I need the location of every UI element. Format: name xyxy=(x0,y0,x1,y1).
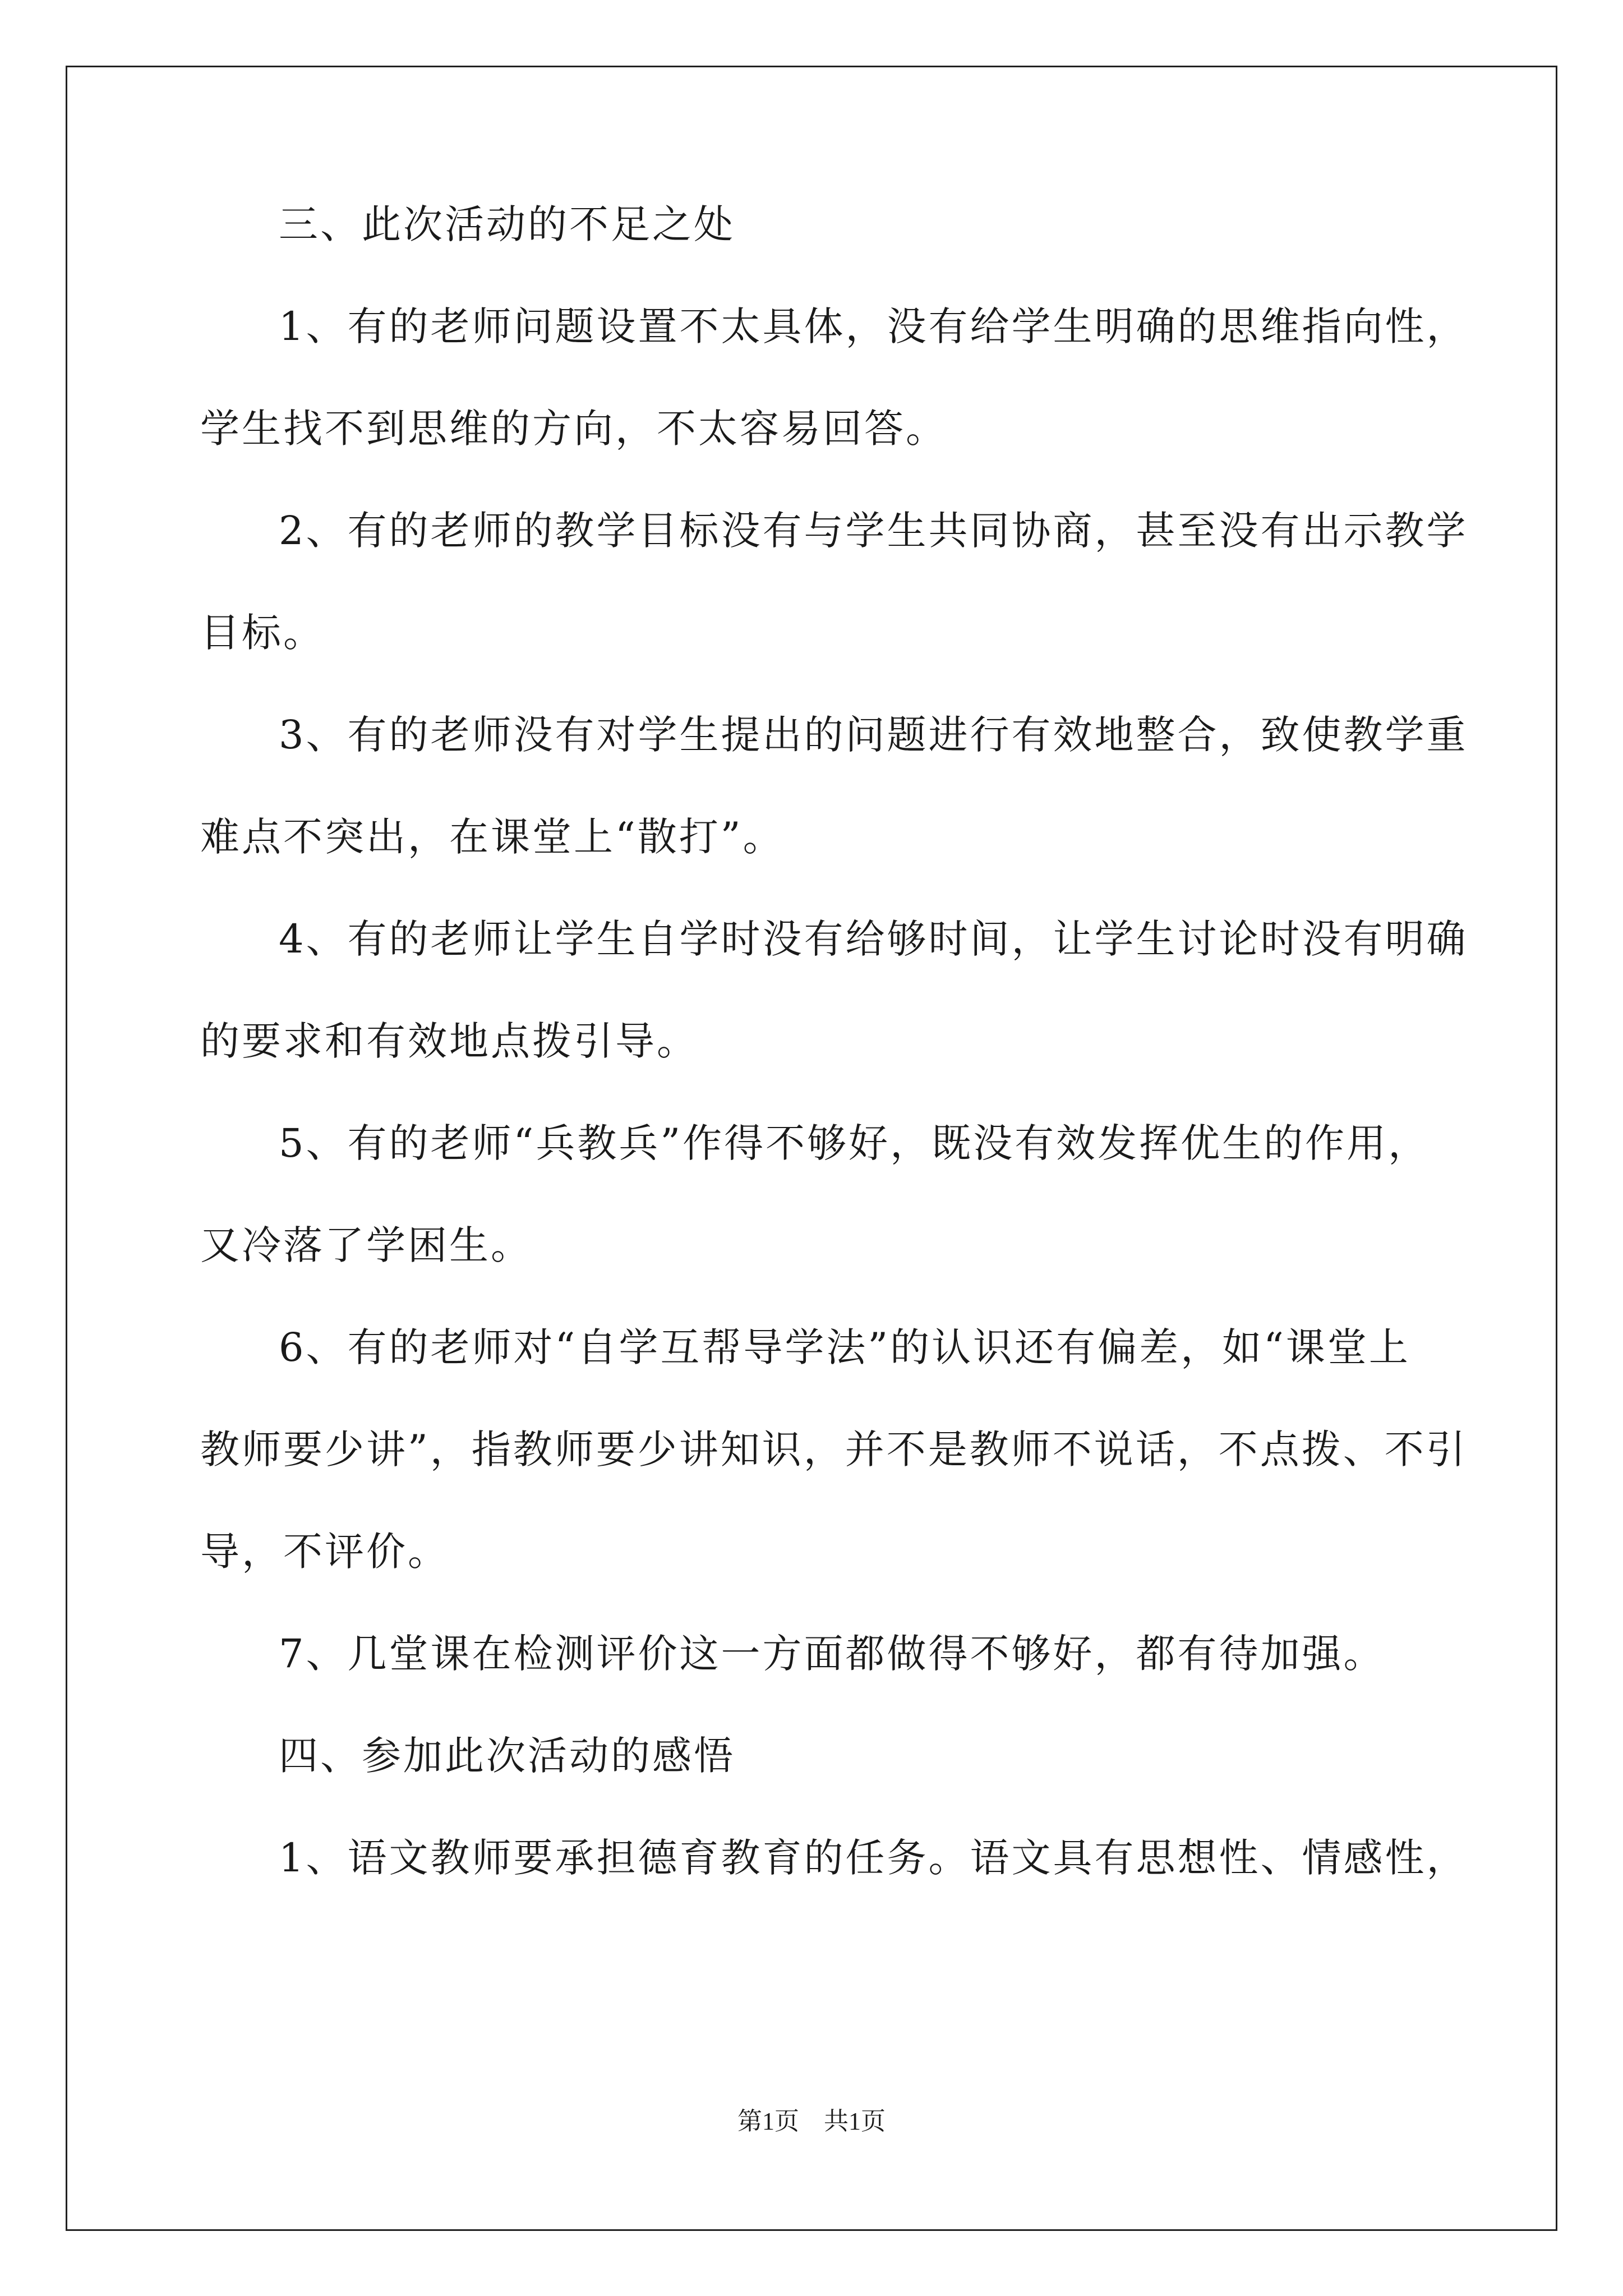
paragraph-line: 教师要少讲”，指教师要少讲知识，并不是教师不说话，不点拨、不引 xyxy=(200,1427,1468,1473)
paragraph-line: 3、有的老师没有对学生提出的问题进行有效地整合，致使教学重 xyxy=(279,712,1468,758)
paragraph-line: 2、有的老师的教学目标没有与学生共同协商，甚至没有出示教学 xyxy=(279,508,1468,554)
paragraph-line: 又冷落了学困生。 xyxy=(200,1222,532,1268)
paragraph-line: 1、有的老师问题设置不太具体，没有给学生明确的思维指向性， xyxy=(279,303,1468,349)
paragraph-line: 目标。 xyxy=(200,610,325,656)
section-heading: 四、参加此次活动的感悟 xyxy=(279,1733,735,1779)
paragraph-line: 6、有的老师对“自学互帮导学法”的认识还有偏差，如“课堂上 xyxy=(279,1324,1410,1370)
paragraph-line: 学生找不到思维的方向，不太容易回答。 xyxy=(200,406,947,452)
section-heading: 三、此次活动的不足之处 xyxy=(279,201,735,247)
page-footer: 第1页 共1页 xyxy=(737,2108,886,2135)
paragraph-line: 1、语文教师要承担德育教育的任务。语文具有思想性、情感性， xyxy=(279,1835,1468,1881)
paragraph-line: 4、有的老师让学生自学时没有给够时间，让学生讨论时没有明确 xyxy=(279,916,1468,962)
paragraph-line: 5、有的老师“兵教兵”作得不够好，既没有效发挥优生的作用， xyxy=(279,1120,1430,1166)
paragraph-line: 难点不突出，在课堂上“散打”。 xyxy=(200,814,785,860)
paragraph-line: 7、几堂课在检测评价这一方面都做得不够好，都有待加强。 xyxy=(279,1631,1385,1677)
paragraph-line: 的要求和有效地点拨引导。 xyxy=(200,1018,698,1064)
paragraph-line: 导，不评价。 xyxy=(200,1529,449,1575)
